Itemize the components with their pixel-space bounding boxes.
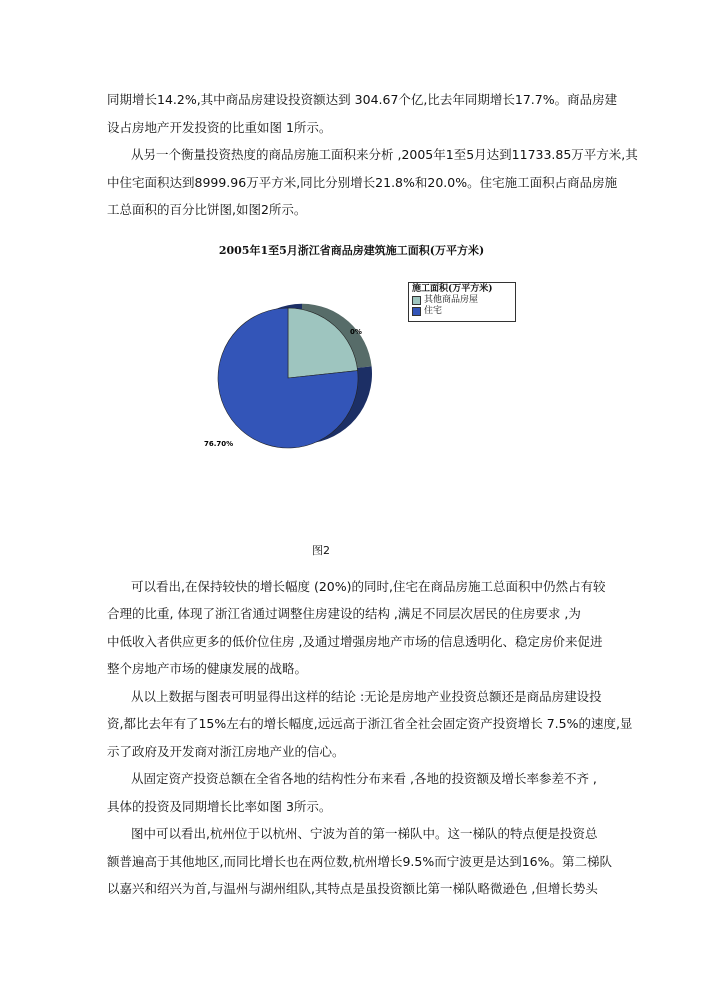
paragraph-line: 整个房地产市场的健康发展的战略。 [107,661,308,676]
paragraph-line: 从另一个衡量投资热度的商品房施工面积来分析 ,2005年1至5月达到11733.85万平方米,其 [131,147,638,162]
paragraph-line: 合理的比重, 体现了浙江省通过调整住房建设的结构 ,满足不同层次居民的住房要求 ,为 [107,606,581,621]
paragraph-line: 中住宅面积达到8999.96万平方米,同比分别增长21.8%和20.0%。住宅施工面积占商品房施 [107,175,618,190]
paragraph-line: 以嘉兴和绍兴为首,与温州与湖州组队,其特点是虽投资额比第一梯队略微逊色 ,但增长势头 [107,881,598,896]
chart-legend [408,282,516,322]
legend-item [409,295,515,306]
paragraph-line: 资,都比去年有了15%左右的增长幅度,远远高于浙江省全社会固定资产投资增长 7.5%的速度,显 [107,716,633,731]
legend-swatch [412,296,421,305]
legend-title: 施工面积(万平方米) [412,284,493,294]
paragraph-line: 可以看出,在保持较快的增长幅度 (20%)的同时,住宅在商品房施工总面积中仍然占有较 [131,579,606,594]
paragraph-line: 额普遍高于其他地区,而同比增长也在两位数,杭州增长9.5%而宁波更是达到16%。第二梯队 [107,854,612,869]
legend-label: 其他商品房屋 [424,295,479,305]
legend-item [409,306,515,317]
legend-label: 住宅 [424,306,443,316]
legend-swatch [412,307,421,316]
paragraph-line: 从以上数据与图表可明显得出这样的结论 :无论是房地产业投资总额还是商品房建设投 [131,689,602,704]
paragraph-line: 图中可以看出,杭州位于以杭州、宁波为首的第一梯队中。这一梯队的特点便是投资总 [131,826,598,841]
paragraph-line: 同期增长14.2%,其中商品房建设投资额达到 304.67个亿,比去年同期增长17.7%。商品房建 [107,92,618,107]
figure-caption: 图2 [312,544,330,557]
pie-data-label: 76.70% [204,440,234,448]
paragraph-line: 工总面积的百分比饼图,如图2所示。 [107,202,307,217]
pie-data-label: 0% [350,328,362,336]
pie-chart [200,300,390,460]
paragraph-line: 中低收入者供应更多的低价位住房 ,及通过增强房地产市场的信息透明化、稳定房价来促进 [107,634,603,649]
paragraph-line: 具体的投资及同期增长比率如图 3所示。 [107,799,332,814]
paragraph-line: 示了政府及开发商对浙江房地产业的信心。 [107,744,345,759]
chart-title: 2005年1至5月浙江省商品房建筑施工面积(万平方米) [218,244,485,257]
paragraph-line: 设占房地产开发投资的比重如图 1所示。 [107,120,332,135]
paragraph-line: 从固定资产投资总额在全省各地的结构性分布来看 ,各地的投资额及增长率参差不齐 , [131,771,597,786]
pie-slice [288,308,358,378]
